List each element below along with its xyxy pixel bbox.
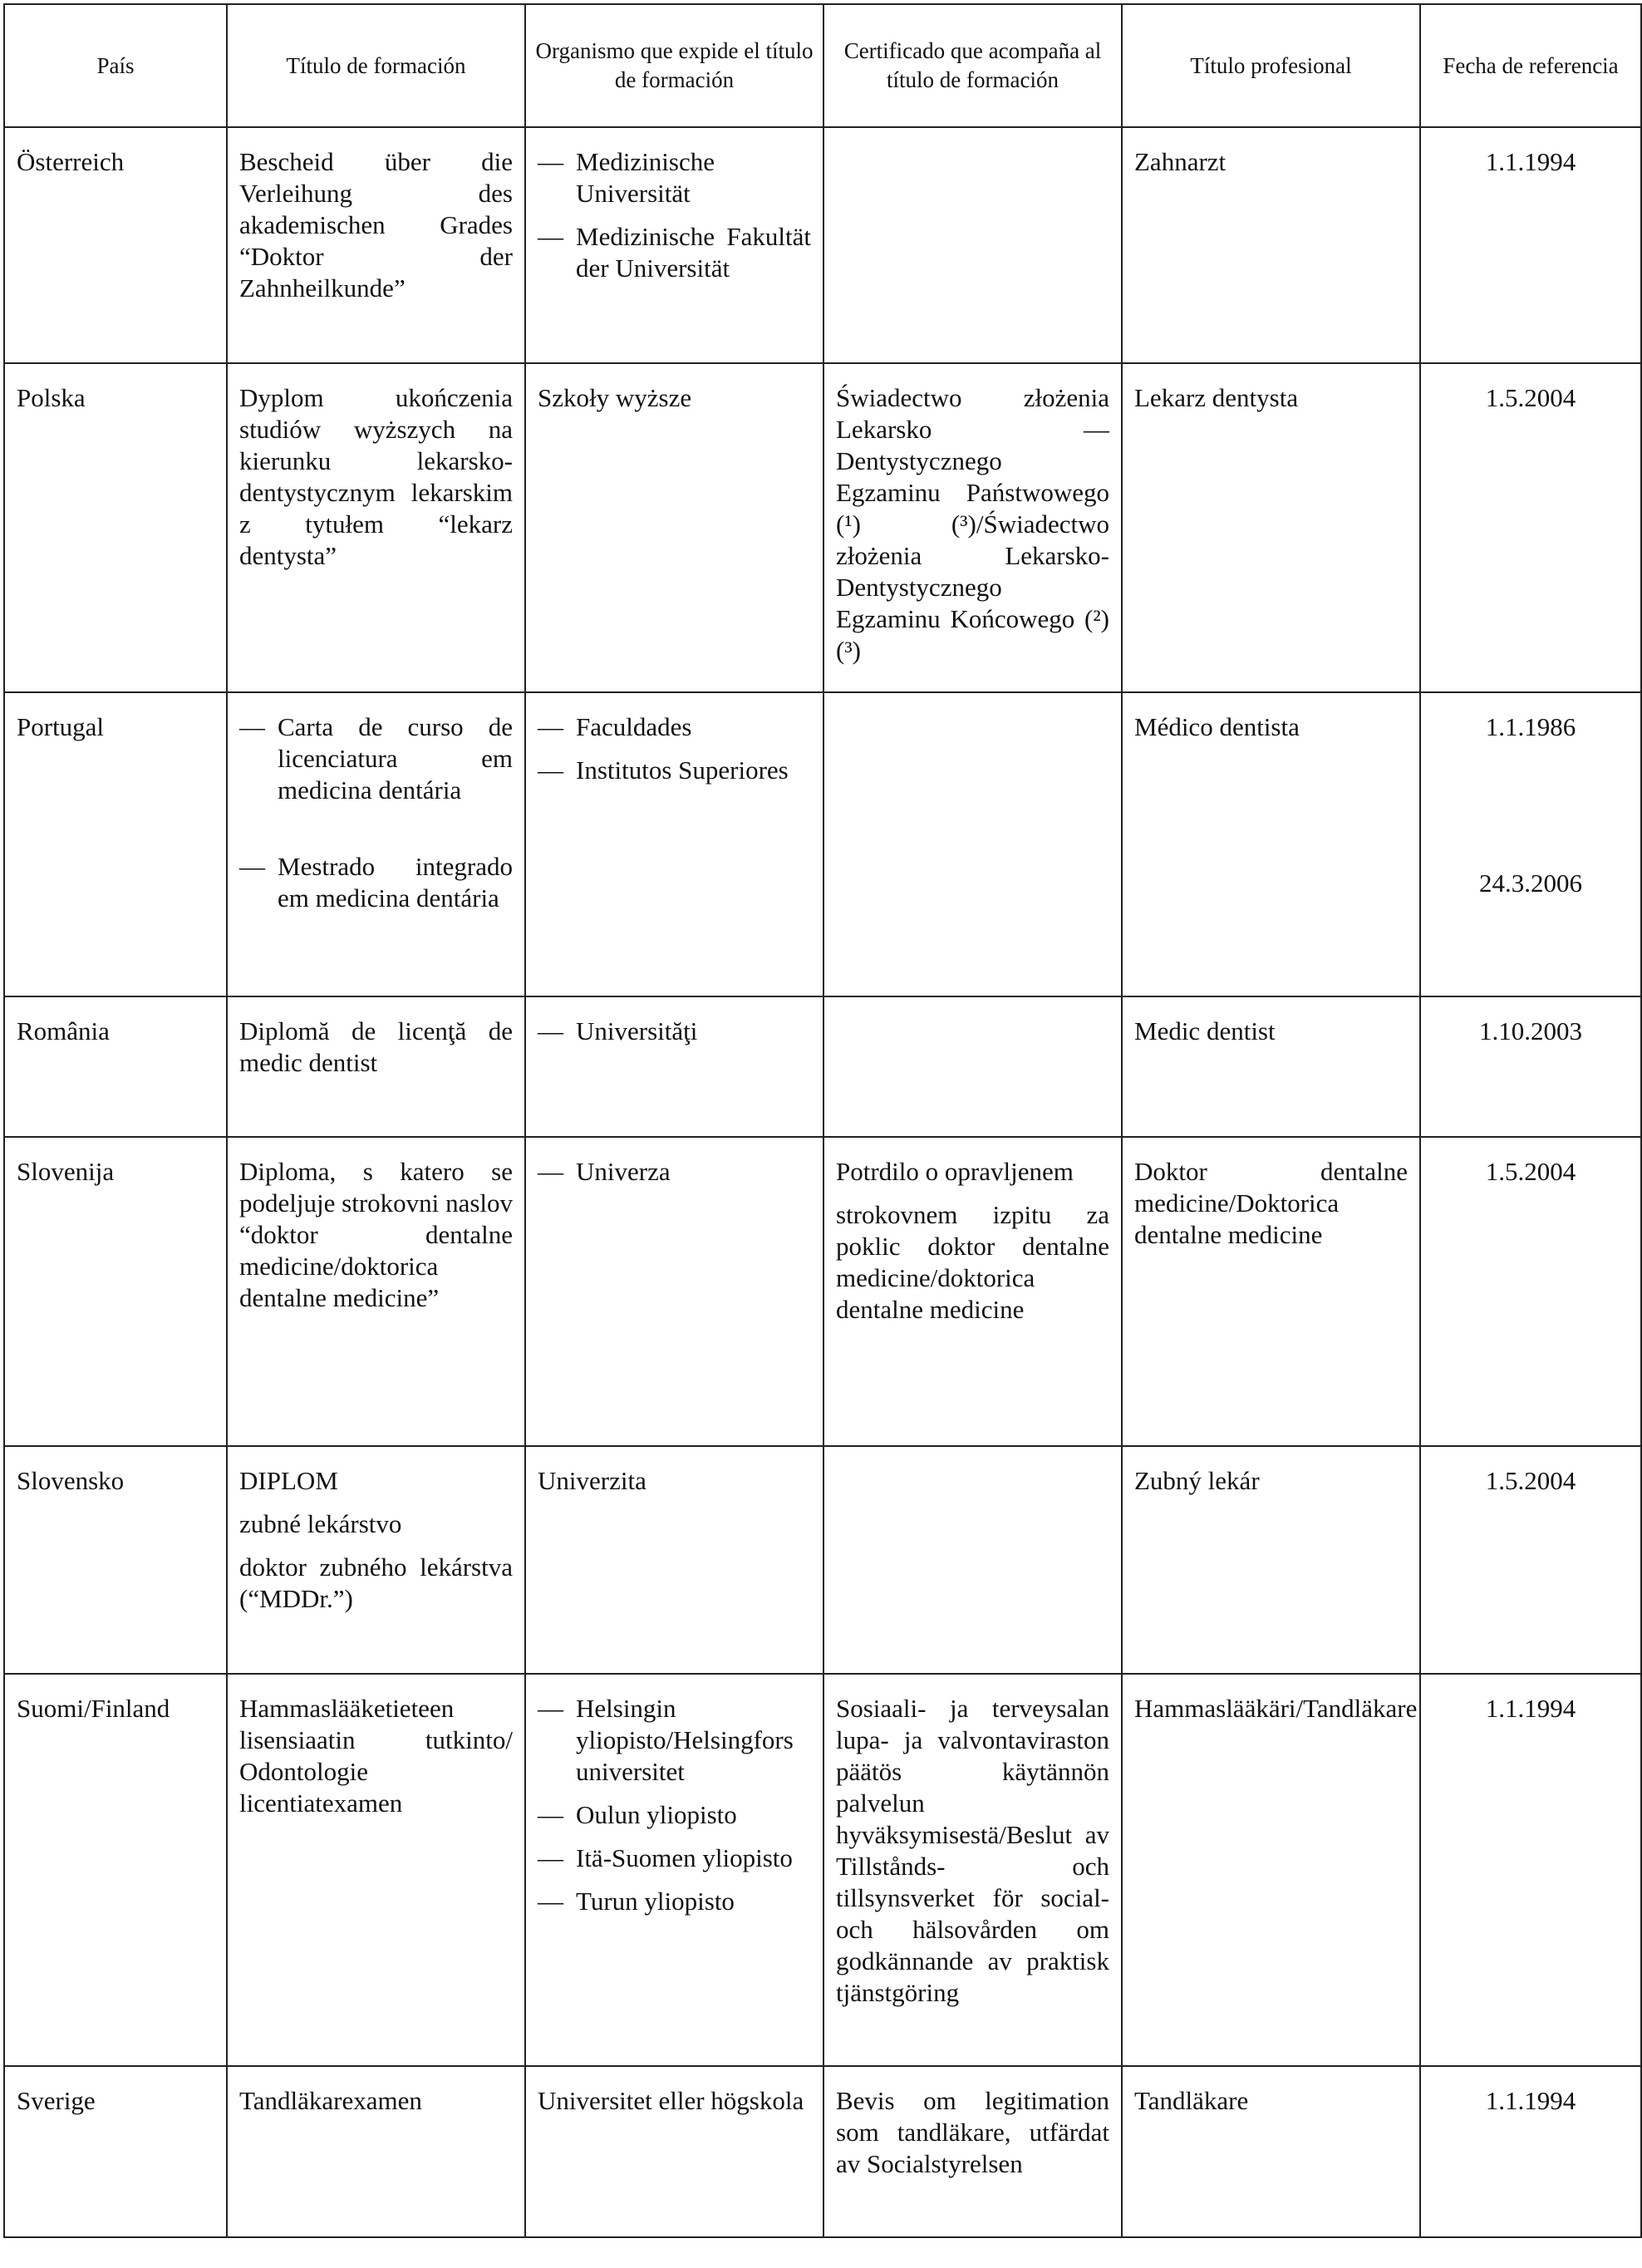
list-item xyxy=(538,1886,811,1917)
certificate-cell xyxy=(823,996,1122,1137)
professional-title-cell: Doktor dentalne medicine/Doktorica dentalne medicine xyxy=(1122,1137,1420,1446)
training-title-name: Mestrado integrado em medicina dentária xyxy=(278,852,513,913)
certificate-cell: Bevis om legitimation som tandläkare, utfärdat av Socialstyrelsen xyxy=(823,2066,1122,2237)
awarding-body-name: Helsingin yliopisto/Helsingfors universitet xyxy=(576,1694,794,1786)
training-title-cell xyxy=(227,1446,525,1674)
dash-bullet: — xyxy=(538,1694,563,1723)
awarding-body-name: Medizinische Fakultät der Universität xyxy=(576,222,811,283)
header-training-title: Título de formación xyxy=(227,4,525,127)
training-title-cell: Hammaslääketieteen lisensiaatin tutkinto/ Odontologie licentiatexamen xyxy=(227,1674,525,2066)
awarding-body-cell xyxy=(525,127,823,363)
country-cell: Portugal xyxy=(4,692,227,996)
reference-date: 24.3.2006 xyxy=(1479,868,1582,898)
country-cell: Sverige xyxy=(4,2066,227,2237)
awarding-body-name: Oulun yliopisto xyxy=(576,1800,737,1829)
reference-date-cell: 1.1.1994 xyxy=(1420,127,1641,363)
reference-date-cell xyxy=(1420,692,1641,996)
table-row xyxy=(4,1674,1641,2066)
training-title-cell: Diploma, s katero se podeljuje strokovni naslov “doktor dentalne medicine/doktorica dentalne medicine” xyxy=(227,1137,525,1446)
awarding-body-cell: Universitet eller högskola xyxy=(525,2066,823,2237)
country-cell: Österreich xyxy=(4,127,227,363)
dash-bullet: — xyxy=(538,1843,563,1872)
country-cell: Suomi/Finland xyxy=(4,1674,227,2066)
reference-date-cell: 1.5.2004 xyxy=(1420,363,1641,692)
training-title-cell: Tandläkarexamen xyxy=(227,2066,525,2237)
list-item xyxy=(538,1156,811,1188)
list-item xyxy=(239,711,513,806)
certificate-cell xyxy=(823,1446,1122,1674)
awarding-body-name: Univerza xyxy=(576,1157,671,1186)
dash-bullet: — xyxy=(239,712,265,741)
certificate-text: strokovnem izpitu za poklic doktor dentalne medicine/doktorica dentalne medicine xyxy=(836,1200,1109,1324)
professional-title-cell: Lekarz dentysta xyxy=(1122,363,1420,692)
certificate-text: Potrdilo o opravljenem xyxy=(836,1157,1074,1186)
table-row xyxy=(4,2066,1641,2237)
training-title-line: DIPLOM xyxy=(239,1466,338,1495)
dash-bullet: — xyxy=(538,755,563,785)
list-item xyxy=(538,755,811,786)
header-professional-title: Título profesional xyxy=(1122,4,1420,127)
header-awarding-body: Organismo que expide el título de formación xyxy=(525,4,823,127)
dash-bullet: — xyxy=(538,1157,563,1186)
country-cell: Slovenija xyxy=(4,1137,227,1446)
list-item xyxy=(538,1016,811,1047)
awarding-body-name: Universităţi xyxy=(576,1016,698,1045)
list-item xyxy=(538,1842,811,1874)
dental-qualifications-table xyxy=(3,3,1642,2238)
awarding-body-cell: Szkoły wyższe xyxy=(525,363,823,692)
header-reference-date: Fecha de referencia xyxy=(1420,4,1641,127)
professional-title-cell: Tandläkare xyxy=(1122,2066,1420,2237)
training-title-line: zubné lekárstvo xyxy=(239,1509,402,1538)
training-title-cell: Dyplom ukończenia studiów wyższych na kierunku lekarsko-dentystycznym lekarskim z tytułem “lekarz dentysta” xyxy=(227,363,525,692)
professional-title-cell: Médico dentista xyxy=(1122,692,1420,996)
list-item xyxy=(239,851,513,914)
dash-bullet: — xyxy=(538,1800,563,1829)
awarding-body-cell: Univerzita xyxy=(525,1446,823,1674)
reference-date: 1.1.1986 xyxy=(1485,712,1576,741)
dash-bullet: — xyxy=(538,147,563,176)
reference-date-cell: 1.10.2003 xyxy=(1420,996,1641,1137)
table-header-row xyxy=(4,4,1641,127)
training-title-name: Carta de curso de licenciatura em medicina dentária xyxy=(278,712,513,804)
reference-date-cell: 1.1.1994 xyxy=(1420,1674,1641,2066)
training-title-cell: Bescheid über die Verleihung des akademischen Grades “Doktor der Zahnheilkunde” xyxy=(227,127,525,363)
dash-bullet: — xyxy=(538,222,563,251)
list-item xyxy=(538,1693,811,1788)
list-item xyxy=(538,221,811,284)
awarding-body-cell xyxy=(525,692,823,996)
awarding-body-name: Medizinische Universität xyxy=(576,147,715,208)
table-row xyxy=(4,1446,1641,1674)
certificate-cell xyxy=(823,692,1122,996)
list-item xyxy=(538,1799,811,1831)
training-title-cell: Diplomă de licenţă de medic dentist xyxy=(227,996,525,1137)
awarding-body-cell xyxy=(525,1137,823,1446)
certificate-cell: Sosiaali- ja terveysalan lupa- ja valvontaviraston päätös käytännön palvelun hyväksymisestä/Beslut av Tillstånds- och tillsynsverket för social- och hälsovården om godkännande av praktisk tjänstgöring xyxy=(823,1674,1122,2066)
professional-title-cell: Hammaslääkäri/Tandläkare xyxy=(1122,1674,1420,2066)
professional-title-cell: Medic dentist xyxy=(1122,996,1420,1137)
country-cell: Polska xyxy=(4,363,227,692)
professional-title-cell: Zubný lekár xyxy=(1122,1446,1420,1674)
awarding-body-name: Turun yliopisto xyxy=(576,1887,735,1916)
certificate-cell: Świadectwo złożenia Lekarsko — Dentystycznego Egzaminu Państwowego (¹) (³)/Świadectwo złożenia Lekarsko-Dentystycznego Egzaminu Końcowego (²) (³) xyxy=(823,363,1122,692)
dash-bullet: — xyxy=(538,1016,563,1045)
dash-bullet: — xyxy=(538,712,563,741)
professional-title-cell: Zahnarzt xyxy=(1122,127,1420,363)
header-certificate: Certificado que acompaña al título de formación xyxy=(823,4,1122,127)
training-title-cell xyxy=(227,692,525,996)
awarding-body-name: Itä-Suomen yliopisto xyxy=(576,1843,793,1872)
awarding-body-name: Institutos Superiores xyxy=(576,755,789,785)
dash-bullet: — xyxy=(239,852,265,881)
awarding-body-cell xyxy=(525,1674,823,2066)
certificate-cell xyxy=(823,1137,1122,1446)
table-row xyxy=(4,1137,1641,1446)
table-row xyxy=(4,692,1641,996)
dash-bullet: — xyxy=(538,1887,563,1916)
reference-date-cell: 1.1.1994 xyxy=(1420,2066,1641,2237)
certificate-cell xyxy=(823,127,1122,363)
header-country: País xyxy=(4,4,227,127)
list-item xyxy=(538,146,811,209)
country-cell: Slovensko xyxy=(4,1446,227,1674)
table-row xyxy=(4,996,1641,1137)
country-cell: România xyxy=(4,996,227,1137)
reference-date-cell: 1.5.2004 xyxy=(1420,1137,1641,1446)
table-row xyxy=(4,127,1641,363)
reference-date-cell: 1.5.2004 xyxy=(1420,1446,1641,1674)
awarding-body-name: Faculdades xyxy=(576,712,692,741)
training-title-line: doktor zubného lekárstva (“MDDr.”) xyxy=(239,1552,513,1613)
table-row xyxy=(4,363,1641,692)
list-item xyxy=(538,711,811,743)
awarding-body-cell xyxy=(525,996,823,1137)
